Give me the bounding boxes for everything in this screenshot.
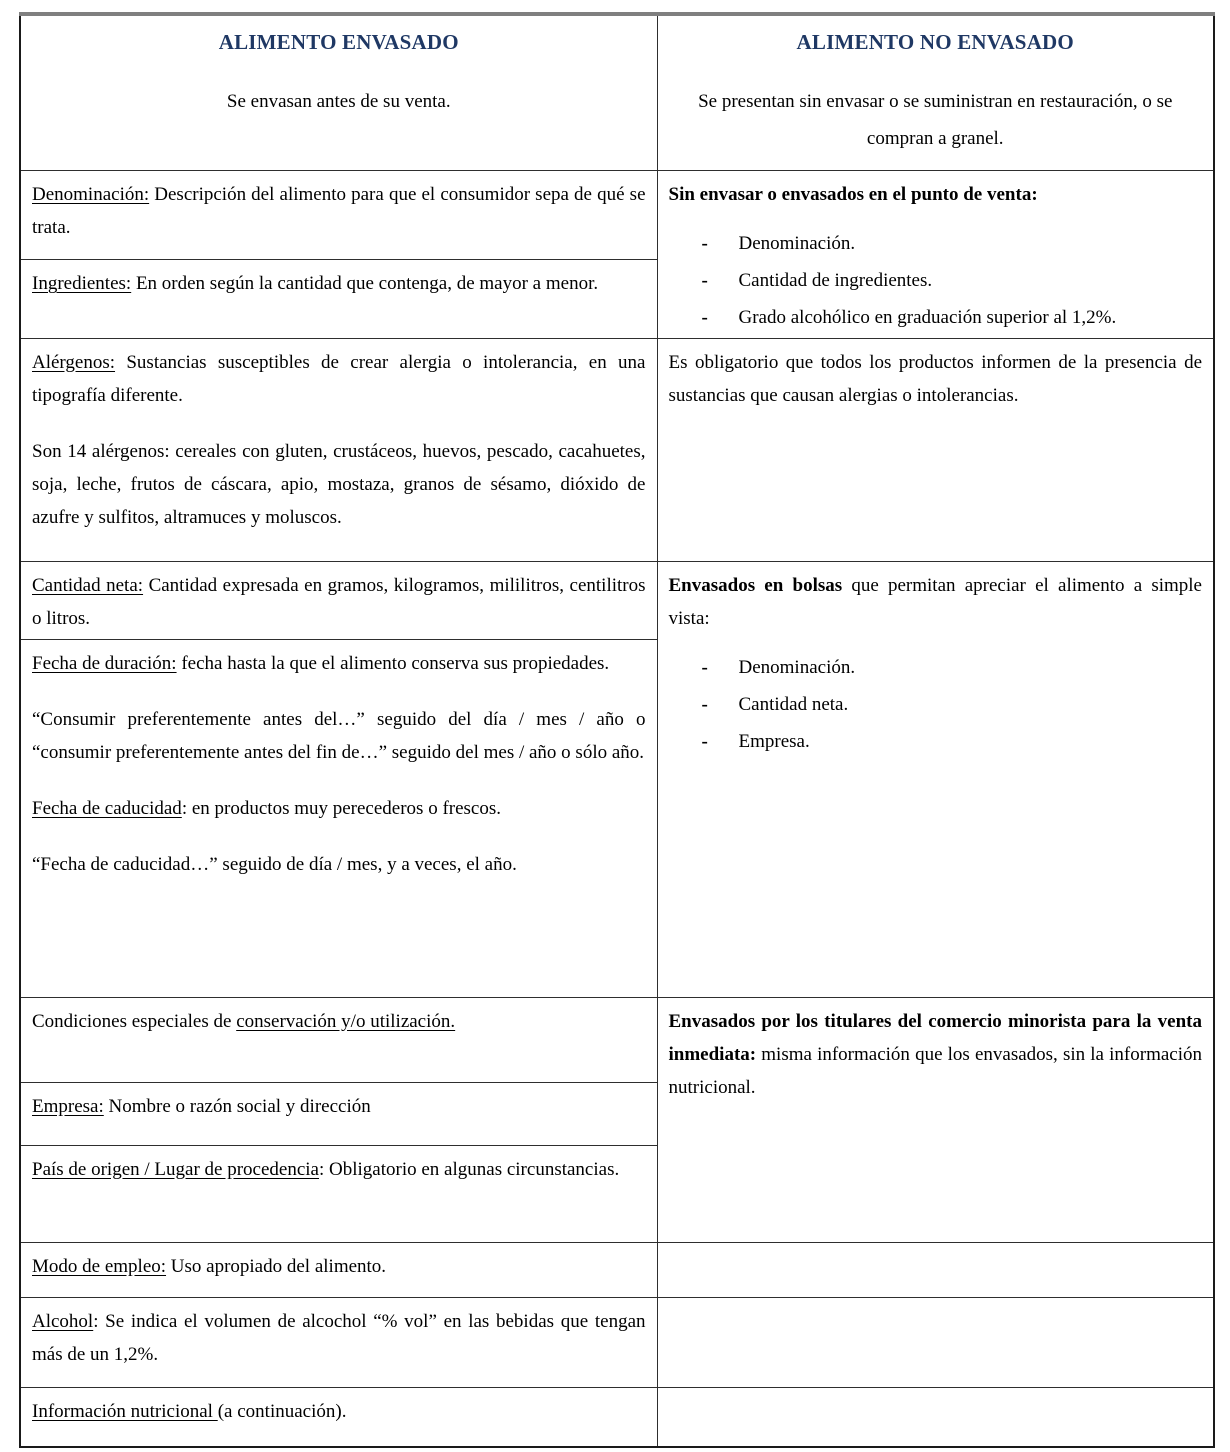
cell-info-nutricional — [20, 1387, 657, 1447]
paragraph — [669, 569, 1203, 635]
bullet-text: Cantidad neta. — [738, 693, 849, 715]
bullet-text: Denominación. — [738, 232, 856, 254]
text-segment: : en productos muy perecederos o frescos. — [181, 797, 502, 819]
paragraph — [32, 848, 646, 881]
cell-cantidad-neta — [20, 561, 657, 639]
table-body — [20, 14, 1214, 1447]
text-segment: misma información que los envasados, sin la información nutricional. — [668, 1043, 1202, 1098]
text-segment: Envasados por los titulares del comercio minorista para la venta inmediata: — [668, 1010, 1202, 1065]
cell-condiciones — [20, 997, 657, 1082]
paragraph — [669, 346, 1203, 412]
text-segment: Sin envasar o envasados en el punto de venta: — [668, 183, 1038, 205]
paragraph — [32, 267, 646, 300]
text-segment: Es obligatorio que todos los productos informen de la presencia de sustancias que causan alergias o intolerancias. — [668, 351, 1202, 406]
paragraph — [32, 178, 646, 244]
text-segment: Información nutricional — [32, 1400, 218, 1422]
paragraph — [32, 1395, 646, 1428]
text-segment: fecha hasta la que el alimento conserva sus propiedades. — [176, 652, 610, 674]
paragraph — [32, 346, 646, 412]
comparison-table — [19, 12, 1215, 1448]
text-segment: Descripción del alimento para que el consumidor sepa de qué se trata. — [32, 183, 646, 238]
text-segment: Modo de empleo: — [32, 1255, 167, 1277]
text-segment: Son 14 alérgenos: cereales con gluten, crustáceos, huevos, pescado, cacahuetes, soja, leche, frutos de cáscara, apio, mostaza, granos de sésamo, dióxido de azufre y sulfitos, altramuces y moluscos. — [32, 440, 646, 528]
cell-header-no-envasado — [657, 14, 1214, 170]
paragraph — [669, 1005, 1203, 1104]
paragraph — [32, 1153, 646, 1186]
paragraph — [32, 647, 646, 680]
column-subtitle: Se presentan sin envasar o se suministran en restauración, o se compran a granel. — [698, 91, 1173, 149]
text-segment: que permitan apreciar el alimento a simple vista: — [668, 574, 1202, 629]
cell-empty-2 — [657, 1297, 1214, 1387]
bullet-dash: - — [701, 693, 708, 715]
paragraph — [32, 1305, 646, 1371]
column-title: ALIMENTO ENVASADO — [218, 30, 459, 54]
cell-pais-origen — [20, 1145, 657, 1242]
table-row — [20, 997, 1214, 1082]
paragraph — [32, 703, 646, 769]
text-segment: : Se indica el volumen de alcochol “% vol” en las bebidas que tengan más de un 1,2%. — [32, 1310, 646, 1365]
paragraph — [669, 178, 1203, 211]
text-segment: Alérgenos: — [32, 351, 116, 373]
cell-envasados-minorista — [657, 997, 1214, 1242]
table-row — [20, 1242, 1214, 1297]
cell-empty-1 — [657, 1242, 1214, 1297]
paragraph — [32, 1250, 646, 1283]
bullet-dash: - — [701, 656, 708, 678]
cell-empty-3 — [657, 1387, 1214, 1447]
cell-ingredientes — [20, 260, 657, 338]
table-row — [20, 561, 1214, 639]
cell-fecha-duracion — [20, 639, 657, 997]
cell-denominacion — [20, 170, 657, 260]
text-segment: Envasados en bolsas — [668, 574, 843, 596]
text-segment: Uso apropiado del alimento. — [166, 1255, 387, 1277]
table-row — [20, 14, 1214, 170]
paragraph — [32, 792, 646, 825]
text-segment: País de origen / Lugar de procedencia — [32, 1158, 319, 1180]
bullet-text: Denominación. — [738, 656, 856, 678]
paragraph — [32, 1005, 646, 1038]
bullet-item — [669, 264, 1203, 297]
text-segment: “Fecha de caducidad…” seguido de día / mes, y a veces, el año. — [32, 853, 517, 875]
table-row — [20, 170, 1214, 260]
text-segment: Alcohol — [32, 1310, 94, 1332]
text-segment: Fecha de duración: — [32, 652, 177, 674]
column-subtitle: Se envasan antes de su venta. — [226, 91, 451, 112]
text-segment: Fecha de caducidad — [32, 797, 182, 819]
cell-obligatorio-alergenos — [657, 338, 1214, 561]
paragraph — [32, 569, 646, 635]
bullet-item — [669, 651, 1203, 684]
paragraph — [32, 1090, 646, 1123]
table-row — [20, 338, 1214, 561]
cell-sin-envasar-punto-venta — [657, 170, 1214, 338]
text-segment: conservación y/o utilización. — [236, 1010, 456, 1032]
text-segment: Condiciones especiales de — [32, 1010, 237, 1032]
bullet-dash: - — [701, 232, 708, 254]
bullet-text: Grado alcohólico en graduación superior al 1,2%. — [738, 306, 1117, 328]
bullet-item — [669, 301, 1203, 334]
text-segment: Empresa: — [32, 1095, 104, 1117]
text-segment: Ingredientes: — [32, 273, 132, 295]
text-segment: Nombre o razón social y dirección — [103, 1095, 371, 1117]
bullet-dash: - — [701, 269, 708, 291]
bullet-item — [669, 725, 1203, 758]
text-segment: Denominación: — [32, 183, 150, 205]
text-segment: “Consumir preferentemente antes del…” seguido del día / mes / año o “consumir preferentemente antes del fin de…” seguido del mes / año o sólo año. — [32, 708, 646, 763]
text-segment: Sustancias susceptibles de crear alergia o intolerancia, en una tipografía diferente. — [32, 351, 646, 406]
paragraph — [32, 435, 646, 534]
bullet-text: Cantidad de ingredientes. — [738, 269, 933, 291]
bullet-item — [669, 227, 1203, 260]
column-title: ALIMENTO NO ENVASADO — [796, 30, 1074, 54]
cell-alcohol — [20, 1297, 657, 1387]
text-segment: : Obligatorio en algunas circunstancias. — [319, 1158, 620, 1180]
text-segment: Cantidad expresada en gramos, kilogramos, mililitros, centilitros o litros. — [32, 574, 646, 629]
cell-alergenos — [20, 338, 657, 561]
cell-modo-empleo — [20, 1242, 657, 1297]
cell-envasados-bolsas — [657, 561, 1214, 997]
bullet-dash: - — [701, 730, 708, 752]
text-segment: Cantidad neta: — [32, 574, 144, 596]
cell-header-envasado — [20, 14, 657, 170]
text-segment: En orden según la cantidad que contenga, de mayor a menor. — [131, 273, 599, 295]
text-segment: (a continuación). — [217, 1400, 347, 1422]
bullet-item — [669, 688, 1203, 721]
bullet-dash: - — [701, 306, 708, 328]
table-row — [20, 1387, 1214, 1447]
bullet-text: Empresa. — [738, 730, 810, 752]
table-row — [20, 1297, 1214, 1387]
cell-empresa — [20, 1082, 657, 1145]
